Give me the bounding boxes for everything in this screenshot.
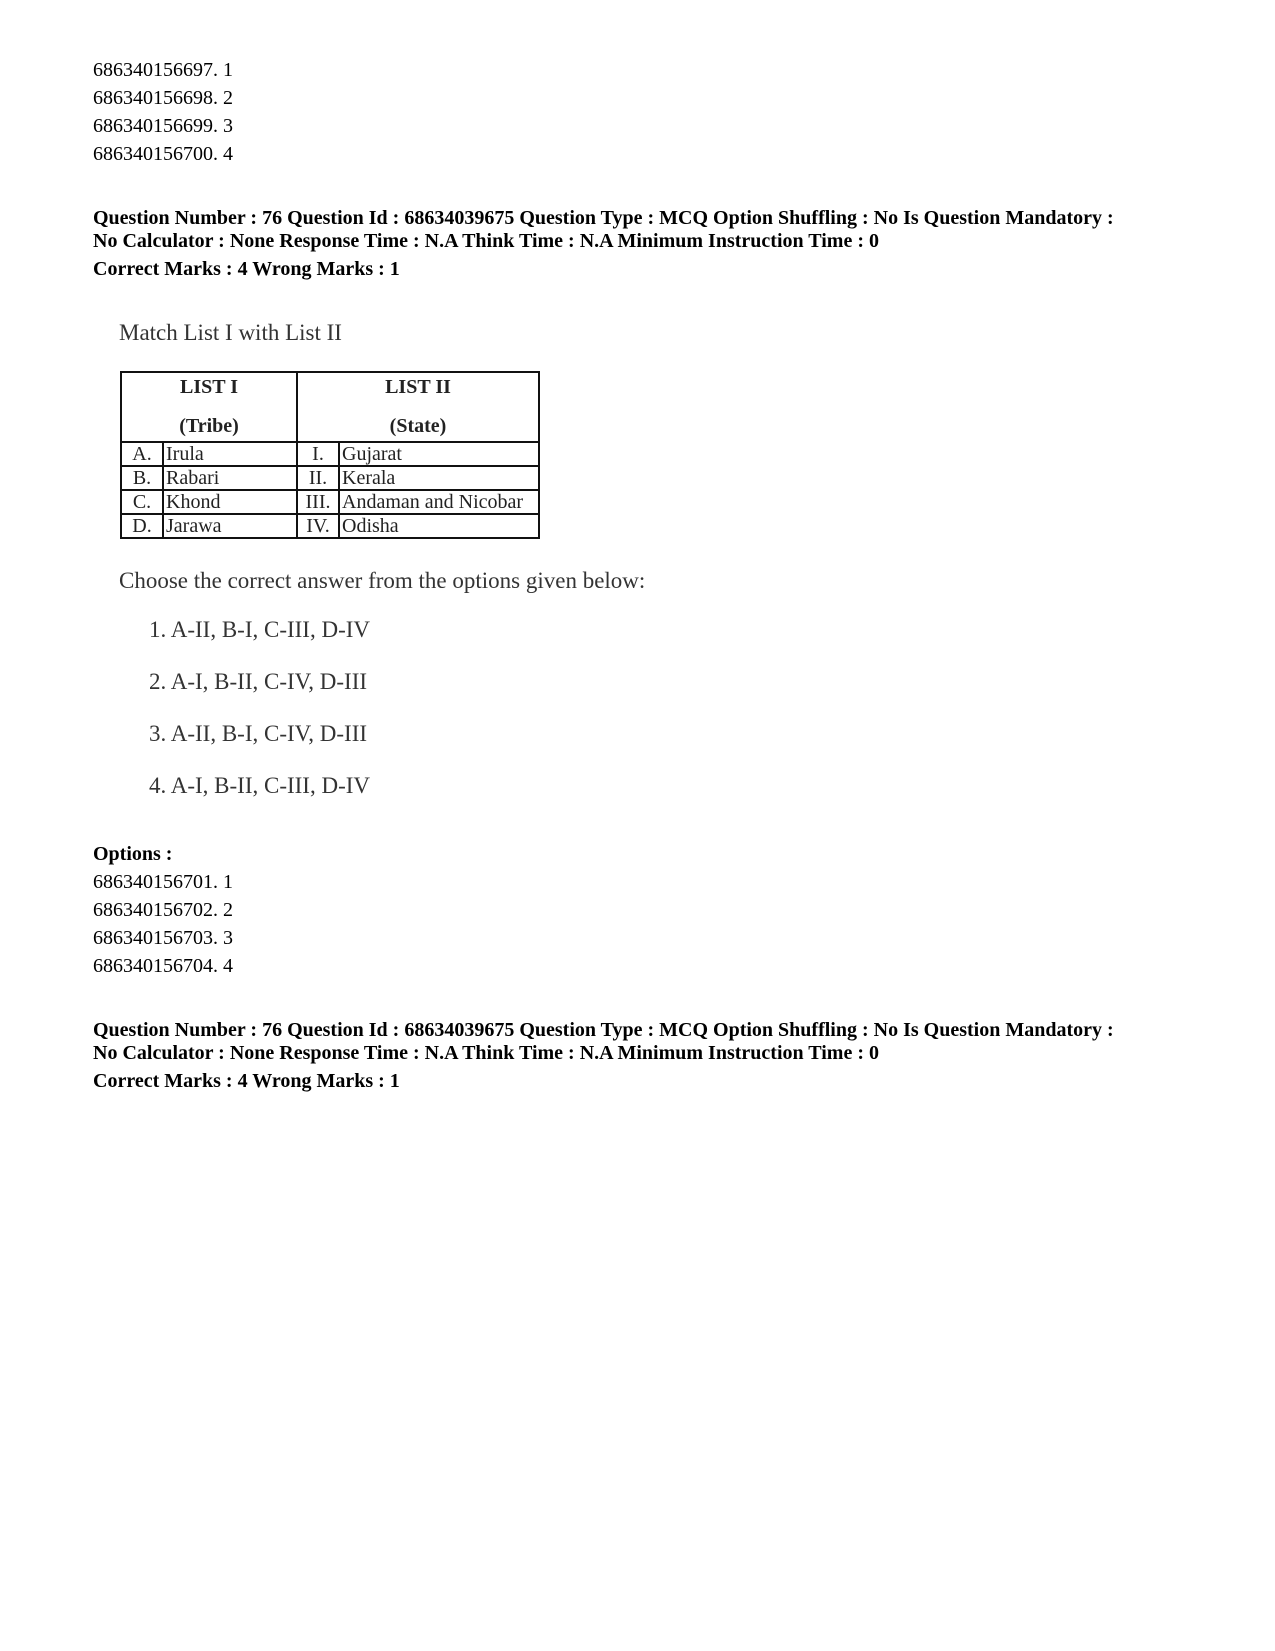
next-question-header-line1: Question Number : 76 Question Id : 68634039675 Question Type : MCQ Option Shuffling : No Is Question Mandatory :	[93, 1019, 1114, 1041]
list2-title: LIST II	[385, 376, 451, 398]
list2-state: Odisha	[339, 514, 539, 538]
answer-choice: 2. A-I, B-II, C-IV, D-III	[149, 669, 368, 694]
list2-key: I.	[297, 442, 339, 466]
list2-state: Andaman and Nicobar	[339, 490, 539, 514]
list2-state: Kerala	[339, 466, 539, 490]
option-line: 686340156704. 4	[93, 955, 233, 977]
option-line: 686340156700. 4	[93, 143, 233, 165]
question-prompt: Match List I with List II	[119, 320, 342, 345]
list2-subtitle: (State)	[389, 415, 447, 437]
list2-key: IV.	[297, 514, 339, 538]
list2-key: II.	[297, 466, 339, 490]
list2-state: Gujarat	[339, 442, 539, 466]
list1-title: LIST I	[179, 376, 238, 398]
list1-key: A.	[121, 442, 163, 466]
option-line: 686340156698. 2	[93, 87, 233, 109]
table-row	[121, 514, 539, 538]
list1-key: B.	[121, 466, 163, 490]
list1-tribe: Irula	[163, 442, 297, 466]
table-row	[121, 466, 539, 490]
answer-choice: 3. A-II, B-I, C-IV, D-III	[149, 721, 368, 746]
question-marks: Correct Marks : 4 Wrong Marks : 1	[93, 258, 400, 280]
list1-key: C.	[121, 490, 163, 514]
option-line: 686340156699. 3	[93, 115, 233, 137]
question-header-line2: No Calculator : None Response Time : N.A Think Time : N.A Minimum Instruction Time : 0	[93, 230, 879, 252]
choose-instruction: Choose the correct answer from the options given below:	[119, 568, 646, 593]
options-label: Options :	[93, 843, 173, 865]
match-table	[120, 371, 540, 539]
list1-header	[121, 372, 297, 442]
option-line: 686340156703. 3	[93, 927, 233, 949]
option-line: 686340156701. 1	[93, 871, 233, 893]
next-question-marks: Correct Marks : 4 Wrong Marks : 1	[93, 1070, 400, 1092]
list1-tribe: Khond	[163, 490, 297, 514]
list1-subtitle: (Tribe)	[179, 415, 239, 437]
question-header-line1: Question Number : 76 Question Id : 68634039675 Question Type : MCQ Option Shuffling : No Is Question Mandatory :	[93, 207, 1114, 229]
question-body	[93, 305, 693, 835]
answer-choice: 1. A-II, B-I, C-III, D-IV	[149, 617, 370, 642]
table-row	[121, 490, 539, 514]
list2-key: III.	[297, 490, 339, 514]
next-question-header-line2: No Calculator : None Response Time : N.A Think Time : N.A Minimum Instruction Time : 0	[93, 1042, 879, 1064]
answer-choice: 4. A-I, B-II, C-III, D-IV	[149, 773, 370, 798]
option-line: 686340156702. 2	[93, 899, 233, 921]
list2-header	[297, 372, 539, 442]
list1-key: D.	[121, 514, 163, 538]
option-line: 686340156697. 1	[93, 59, 233, 81]
table-row	[121, 442, 539, 466]
list1-tribe: Rabari	[163, 466, 297, 490]
list1-tribe: Jarawa	[163, 514, 297, 538]
